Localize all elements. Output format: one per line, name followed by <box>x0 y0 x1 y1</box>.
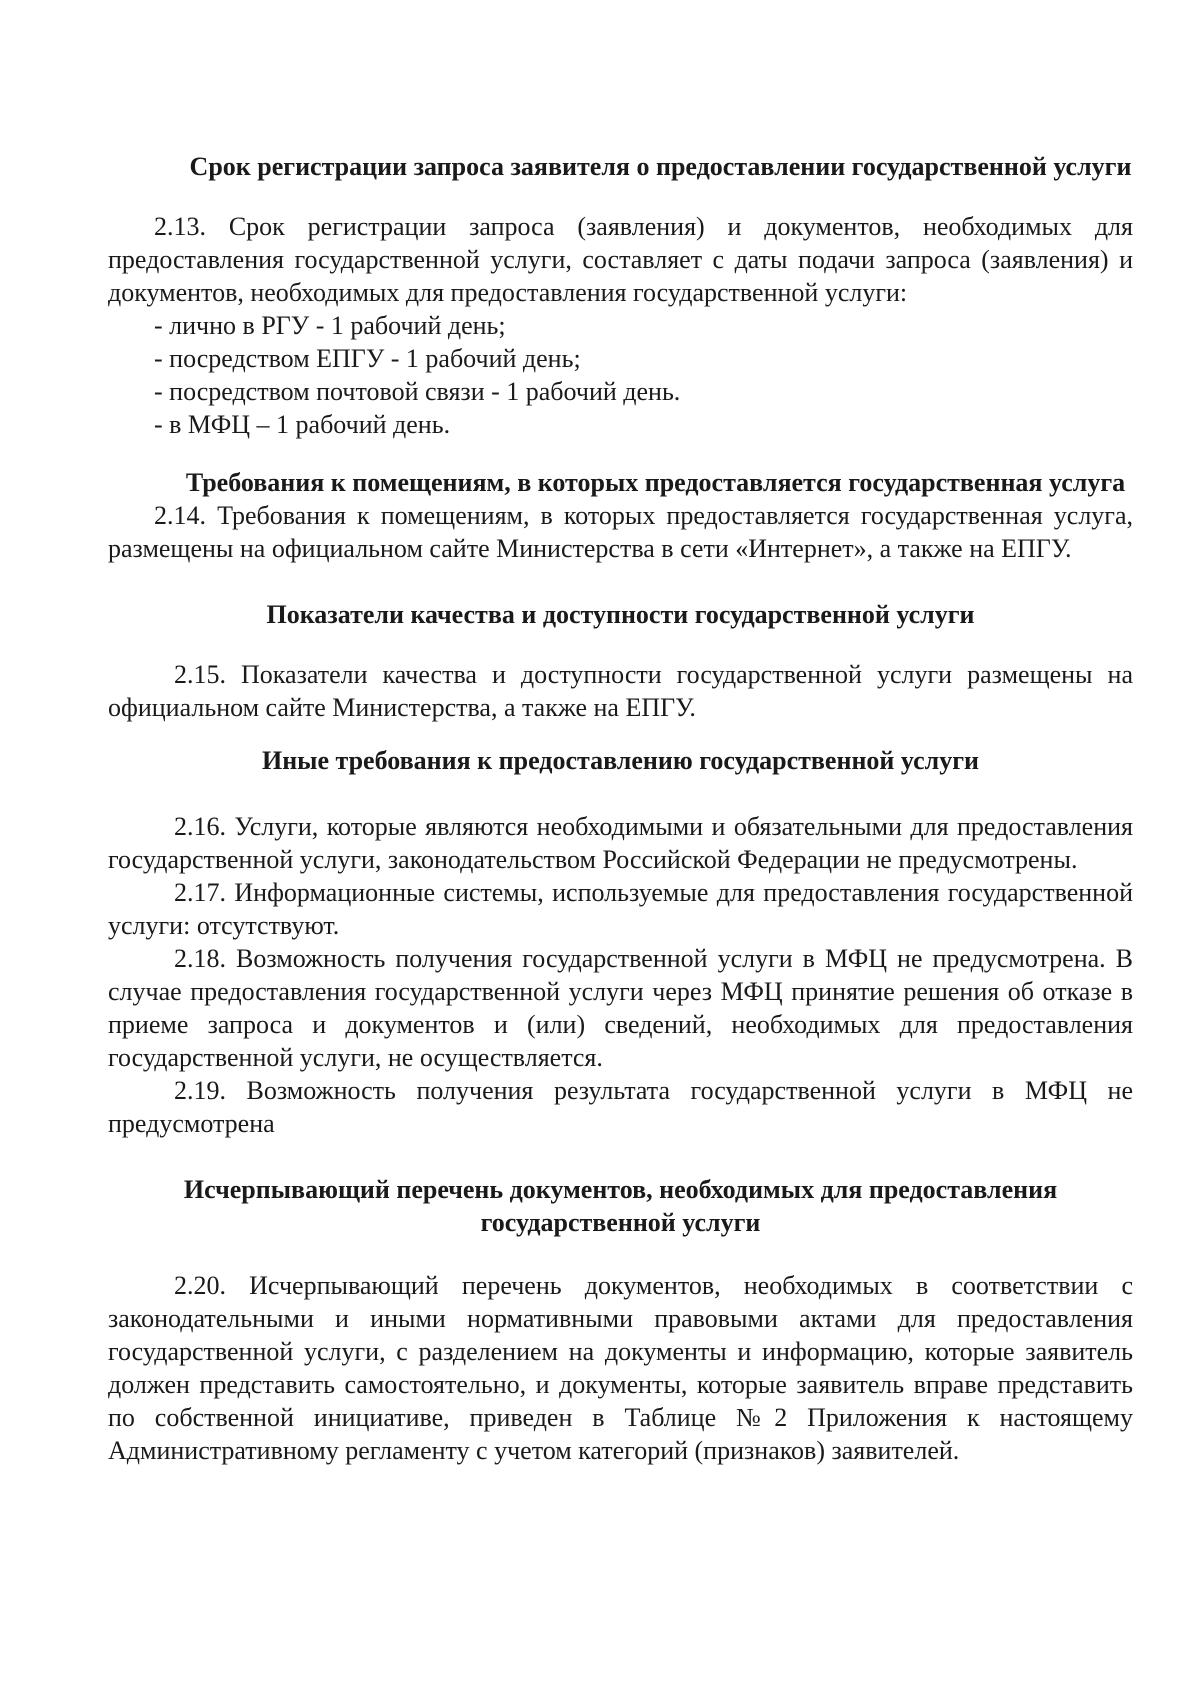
list-item: - лично в РГУ - 1 рабочий день; <box>154 311 506 340</box>
paragraph-2-13: 2.13. Срок регистрации запроса (заявления) и документов, необходимых для предоставления государственной услуги, составляет с даты подачи запроса (заявления) и документов, необходимых для предоставления государственной услуги: <box>108 212 1133 307</box>
paragraph-2-17: 2.17. Информационные системы, используемые для предоставления государственной услуги: отсутствуют. <box>108 878 1133 940</box>
section-heading-premises-requirements: Требования к помещениям, в которых предоставляется государственная услуга <box>185 468 1126 497</box>
paragraph-2-16: 2.16. Услуги, которые являются необходимыми и обязательными для предоставления государственной услуги, законодательством Российской Федерации не предусмотрены. <box>108 812 1133 874</box>
list-item: - в МФЦ – 1 рабочий день. <box>154 410 451 439</box>
paragraph-2-14: 2.14. Требования к помещениям, в которых предоставляется государственная услуга, размещены на официальном сайте Министерства в сети «Интернет», а также на ЕПГУ. <box>108 501 1133 563</box>
list-item: - посредством почтовой связи - 1 рабочий день. <box>154 377 681 406</box>
paragraph-2-15: 2.15. Показатели качества и доступности государственной услуги размещены на официальном сайте Министерства, а также на ЕПГУ. <box>108 660 1133 722</box>
paragraph-2-20: 2.20. Исчерпывающий перечень документов, необходимых в соответствии с законодательными и иными нормативными правовыми актами для предоставления государственной услуги, с разделением на документы и информацию, которые заявитель должен представить самостоятельно, и документы, которые заявитель вправе представить по собственной инициативе, приведен в Таблице №2 Приложения к настоящему Административному регламенту с учетом категорий (признаков) заявителей. <box>108 1271 1133 1465</box>
document-page <box>108 150 1133 1467</box>
registration-term-list <box>108 309 1133 441</box>
section-heading-registration-term: Срок регистрации запроса заявителя о предоставлении государственной услуги <box>189 152 1132 181</box>
list-item: - посредством ЕПГУ - 1 рабочий день; <box>154 344 581 373</box>
paragraph-2-19: 2.19. Возможность получения результата государственной услуги в МФЦ не предусмотрена <box>108 1076 1133 1138</box>
section-heading-quality-indicators: Показатели качества и доступности государственной услуги <box>266 600 975 629</box>
paragraph-2-18: 2.18. Возможность получения государственной услуги в МФЦ не предусмотрена. В случае предоставления государственной услуги через МФЦ принятие решения об отказе в приеме запроса и документов и (или) сведений, необходимых для предоставления государственной услуги, не осуществляется. <box>108 944 1133 1072</box>
section-heading-documents-list: Исчерпывающий перечень документов, необходимых для предоставления государственной услуги <box>183 1175 1058 1237</box>
section-heading-other-requirements: Иные требования к предоставлению государственной услуги <box>261 746 980 775</box>
